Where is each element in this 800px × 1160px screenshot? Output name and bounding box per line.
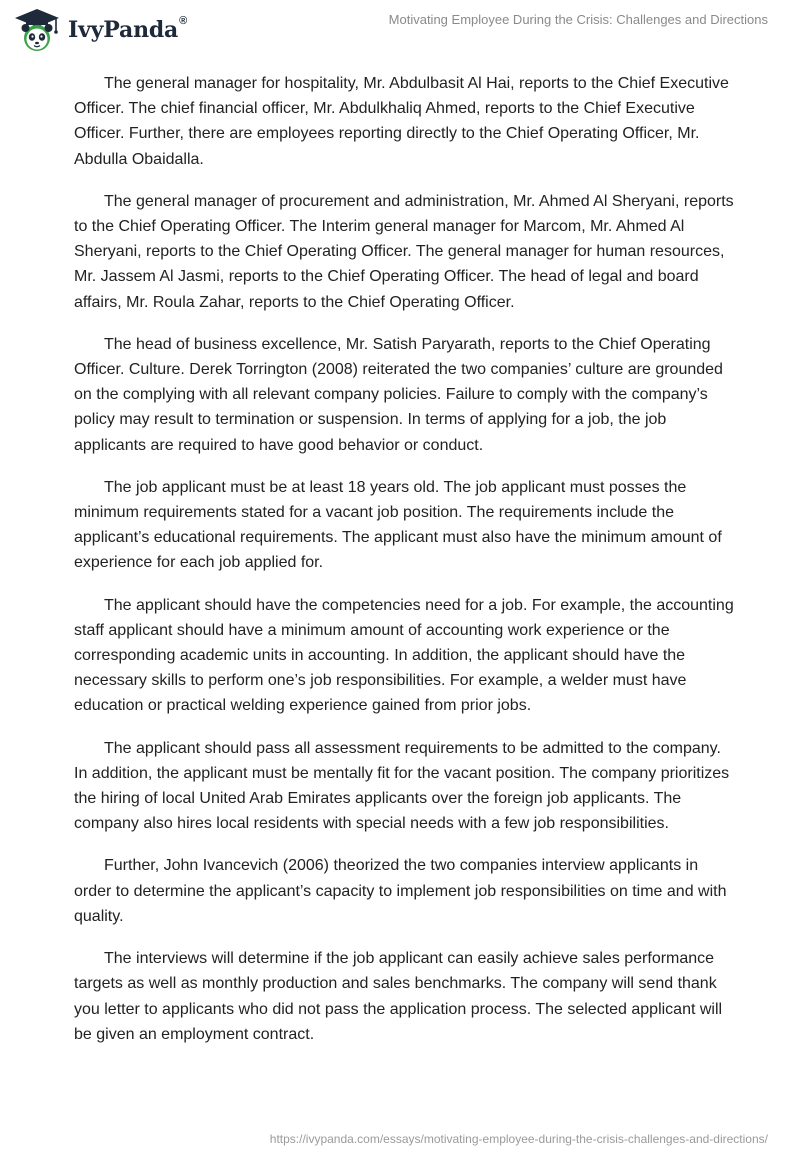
essay-body — [74, 71, 734, 1064]
paragraph: The applicant should pass all assessment requirements to be admitted to the company. In addition, the applicant must be mentally fit for the vacant position. The company prioritizes the hiring of local United Arab Emirates applicants over the foreign job applicants. The company also hires local residents with special needs with a few job responsibilities. — [74, 739, 730, 833]
paragraph: The general manager of procurement and administration, Mr. Ahmed Al Sheryani, reports to the Chief Operating Officer. The Interim general manager for Marcom, Mr. Ahmed Al Sheryani, reports to the Chief Operating Officer. The general manager for human resources, Mr. Jassem Al Jasmi, reports to the Chief Operating Officer. The head of legal and board affairs, Mr. Roula Zahar, reports to the Chief Operating Officer. — [74, 192, 734, 311]
brand-name: IvyPanda® — [68, 15, 188, 43]
paragraph: The job applicant must be at least 18 years old. The job applicant must posses the minimum requirements stated for a vacant job position. The requirements include the applicant’s educational requirements. The applicant must also have the minimum amount of experience for each job applied for. — [74, 478, 722, 572]
paragraph: The head of business excellence, Mr. Satish Paryarath, reports to the Chief Operating Officer. Culture. Derek Torrington (2008) reiterated the two companies’ culture are grounded on the complying with all relevant company policies. Failure to comply with the company’s policy may result to termination or suspension. In terms of applying for a job, the job applicants are required to have good behavior or conduct. — [74, 335, 723, 454]
source-url[interactable]: https://ivypanda.com/essays/motivating-employee-during-the-crisis-challenges-and-directions/ — [269, 1132, 768, 1146]
paragraph: The applicant should have the competencies need for a job. For example, the accounting staff applicant should have a minimum amount of accounting work experience or the corresponding academic units in accounting. In addition, the applicant should have the necessary skills to perform one’s job responsibilities. For example, a welder must have education or practical welding experience gained from prior jobs. — [74, 596, 734, 715]
brand-logo[interactable] — [12, 6, 187, 54]
panda-graduation-cap-icon — [12, 7, 62, 53]
paragraph: The general manager for hospitality, Mr. Abdulbasit Al Hai, reports to the Chief Executive Officer. The chief financial officer, Mr. Abdulkhaliq Ahmed, reports to the Chief Executive Officer. Further, there are employees reporting directly to the Chief Operating Officer, Mr. Abdulla Obaidalla. — [74, 75, 729, 168]
document-title: Motivating Employee During the Crisis: Challenges and Directions — [388, 12, 768, 27]
registered-mark: ® — [179, 15, 188, 27]
paragraph: The interviews will determine if the job applicant can easily achieve sales performance targets as well as monthly production and sales benchmarks. The company will send thank you letter to applicants who did not pass the application process. The selected applicant will be given an employment contract. — [74, 950, 723, 1043]
page-header — [0, 0, 800, 60]
paragraph: Further, John Ivancevich (2006) theorized the two companies interview applicants in order to determine the applicant’s capacity to implement job responsibilities on time and with quality. — [74, 857, 727, 925]
